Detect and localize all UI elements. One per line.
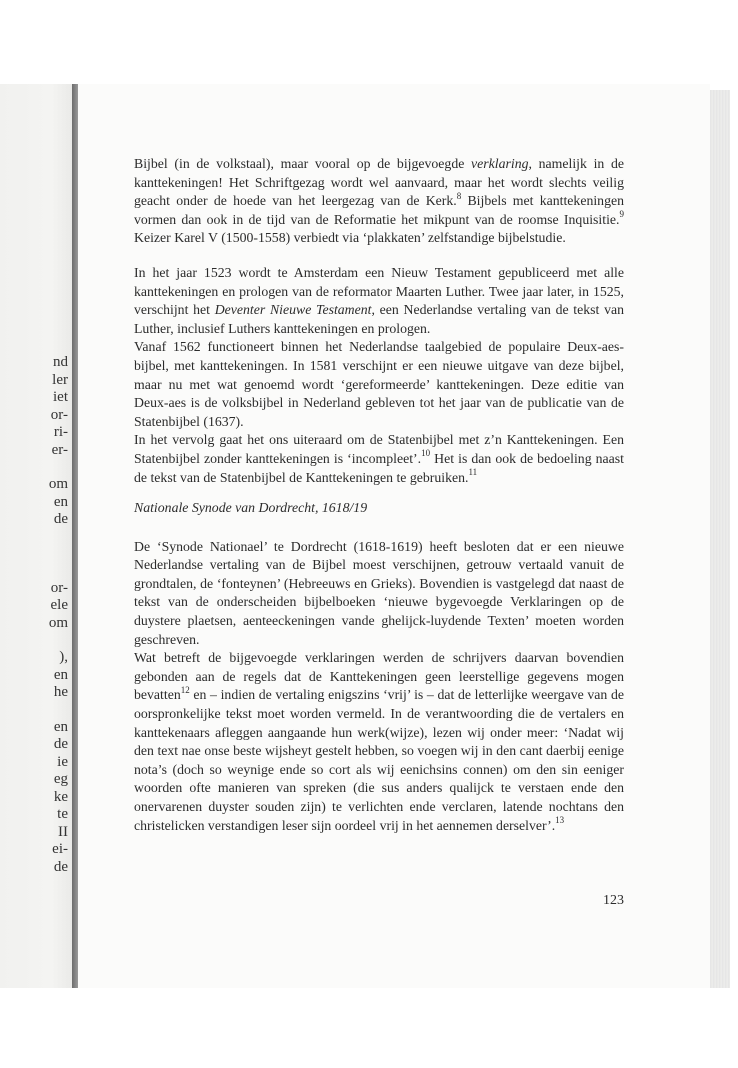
body-text <box>134 155 624 835</box>
section-heading: Nationale Synode van Dordrecht, 1618/19 <box>134 500 368 516</box>
paragraph-3: Vanaf 1562 functioneert binnen het Nederlandse taalgebied de populaire Deux-aes-bijbel, met kanttekeningen. In 1581 verschijnt er een nieuwe uitgave van deze bijbel, maar nu met wat genoemd wordt ‘gereformeerde’ kanttekeningen. Deze editie van Deux-aes is de volksbijbel in Nederland gebleven tot het jaar van de publicatie van de Statenbijbel (1637). <box>134 339 624 429</box>
facing-page <box>0 84 74 988</box>
facing-page-fragment: ), <box>59 649 68 665</box>
facing-page-fragment: II <box>58 823 68 840</box>
footnote-ref-10: 10 <box>421 448 431 459</box>
facing-page-text-fragments <box>0 354 68 876</box>
page-number: 123 <box>603 893 624 908</box>
paragraph-4: In het vervolg gaat het ons uiteraard om de Statenbijbel met z’n Kanttekeningen. Een Statenbijbel zonder kanttekeningen is ‘incompleet’.$^{10}$ Het is dan ook de bedoeling naast de tekst van de Statenbijbel de Kanttekeningen te gebruiken.$^{11}$ <box>134 432 624 485</box>
facing-page-fragment: ke <box>53 788 68 805</box>
facing-page-fragment: om <box>48 476 68 492</box>
footnote-ref-9: 9 <box>619 209 624 220</box>
facing-page-fragment: er- <box>51 441 68 458</box>
paragraph-1: Bijbel (in de volkstaal), maar vooral op de bijgevoegde verklaring, namelijk in de kanttekeningen! Het Schriftgezag wordt wel aanvaard, maar het wordt slechts veilig geacht onder de hoede van het leergezag van de Kerk.$^8$ Bijbels met kanttekeningen vormen dan ook in de tijd van de Reformatie het mikpunt van de roomse Inquisitie.$^9$ Keizer Karel V (1500-1558) verbiedt via ‘plakkaten’ zelfstandige bijbelstudie. <box>134 156 625 246</box>
footnote-ref-8: 8 <box>456 190 462 201</box>
line-gap <box>0 546 68 563</box>
facing-page-fragment: iet <box>53 389 68 405</box>
facing-page-fragment: or- <box>50 406 68 423</box>
line-gap <box>0 702 68 719</box>
paragraph-5: De ‘Synode Nationael’ te Dordrecht (1618-1619) heeft besloten dat er een nieuwe Nederlandse vertaling van de Bijbel moest verschijnen, getrouw vertaald vanuit de grondtalen, de ‘fonteynen’ (Hebreeuws en Grieks). Bovendien is vastgelegd dat naast de tekst van de onderscheiden bijbelboeken ‘nieuwe bygevoegde Verklaringen op de duystere plaetsen, aenteeckeningen vande ghelijck-luydende Texten’ moeten worden geschreven. <box>134 538 624 647</box>
facing-page-fragment: ie <box>57 753 68 770</box>
footnote-ref-13: 13 <box>555 815 565 825</box>
facing-page-fragment: he <box>53 684 68 700</box>
facing-page-fragment: de <box>53 511 68 527</box>
line-gap <box>0 563 68 580</box>
footnote-ref-11: 11 <box>468 466 478 477</box>
facing-page-fragment: nd <box>53 354 68 370</box>
emphasis-deventer: Deventer Nieuwe Testament <box>214 302 372 318</box>
facing-page-fragment: te <box>57 806 68 822</box>
facing-page-fragment: en <box>53 493 68 510</box>
line-gap <box>0 632 68 649</box>
line-gap <box>0 459 68 476</box>
facing-page-fragment: de <box>53 736 68 752</box>
line-gap <box>0 529 68 546</box>
facing-page-fragment: de <box>53 858 68 875</box>
page-edges <box>710 90 730 988</box>
paragraph-6: Wat betreft de bijgevoegde verklaringen werden de schrijvers daarvan bovendien gebonden aan de regels dat de Kanttekeningen geen leerstellige gegevens mogen bevatten$^{12}$ en – indien de vertaling enigszins ‘vrij’ is – dat de letterlijke weergave van de oorspronkelijke tekst moet worden vermeld. In de verantwoording die de vertalers en kanttekenaars afleggen aangaande hun werk(wijze), lezen wij onder meer: ‘Nadat wij den text nae onse beste wijsheyt gestelt hebben, so voegen wij in den cant daerbij eenige nota’s (doch so weynige ende so cort als wij eenichsins connen) om den sin eeniger woorden ofte manieren van spreken (die sus anders qualijck te verstaen ende den onervarenen duyster souden zijn) te verlichten ende verclaren, latende nochtans den christelicken verstandigen leser sijn oordeel vrij in het aennemen derselver’.$^{13}$ <box>134 650 624 833</box>
facing-page-fragment: en <box>53 666 68 683</box>
facing-page-fragment: ele <box>50 597 68 613</box>
paragraph-2: In het jaar 1523 wordt te Amsterdam een Nieuw Testament gepubliceerd met alle kanttekeningen en prologen van de reformator Maarten Luther. Twee jaar later, in 1525, verschijnt het Deventer Nieuwe Testament, een Nederlandse vertaling van de tekst van Luther, inclusief Luthers kanttekeningen en prologen. <box>134 264 624 336</box>
footnote-ref-12: 12 <box>180 684 190 695</box>
facing-page-fragment: eg <box>53 771 68 787</box>
facing-page-fragment: ri- <box>53 424 68 440</box>
facing-page-fragment: ei- <box>52 841 68 857</box>
facing-page-fragment: or- <box>50 579 68 596</box>
facing-page-fragment: en <box>53 718 68 735</box>
emphasis-verklaring: verklaring <box>471 156 529 171</box>
facing-page-fragment: om <box>48 614 68 631</box>
facing-page-fragment: ler <box>52 371 68 388</box>
